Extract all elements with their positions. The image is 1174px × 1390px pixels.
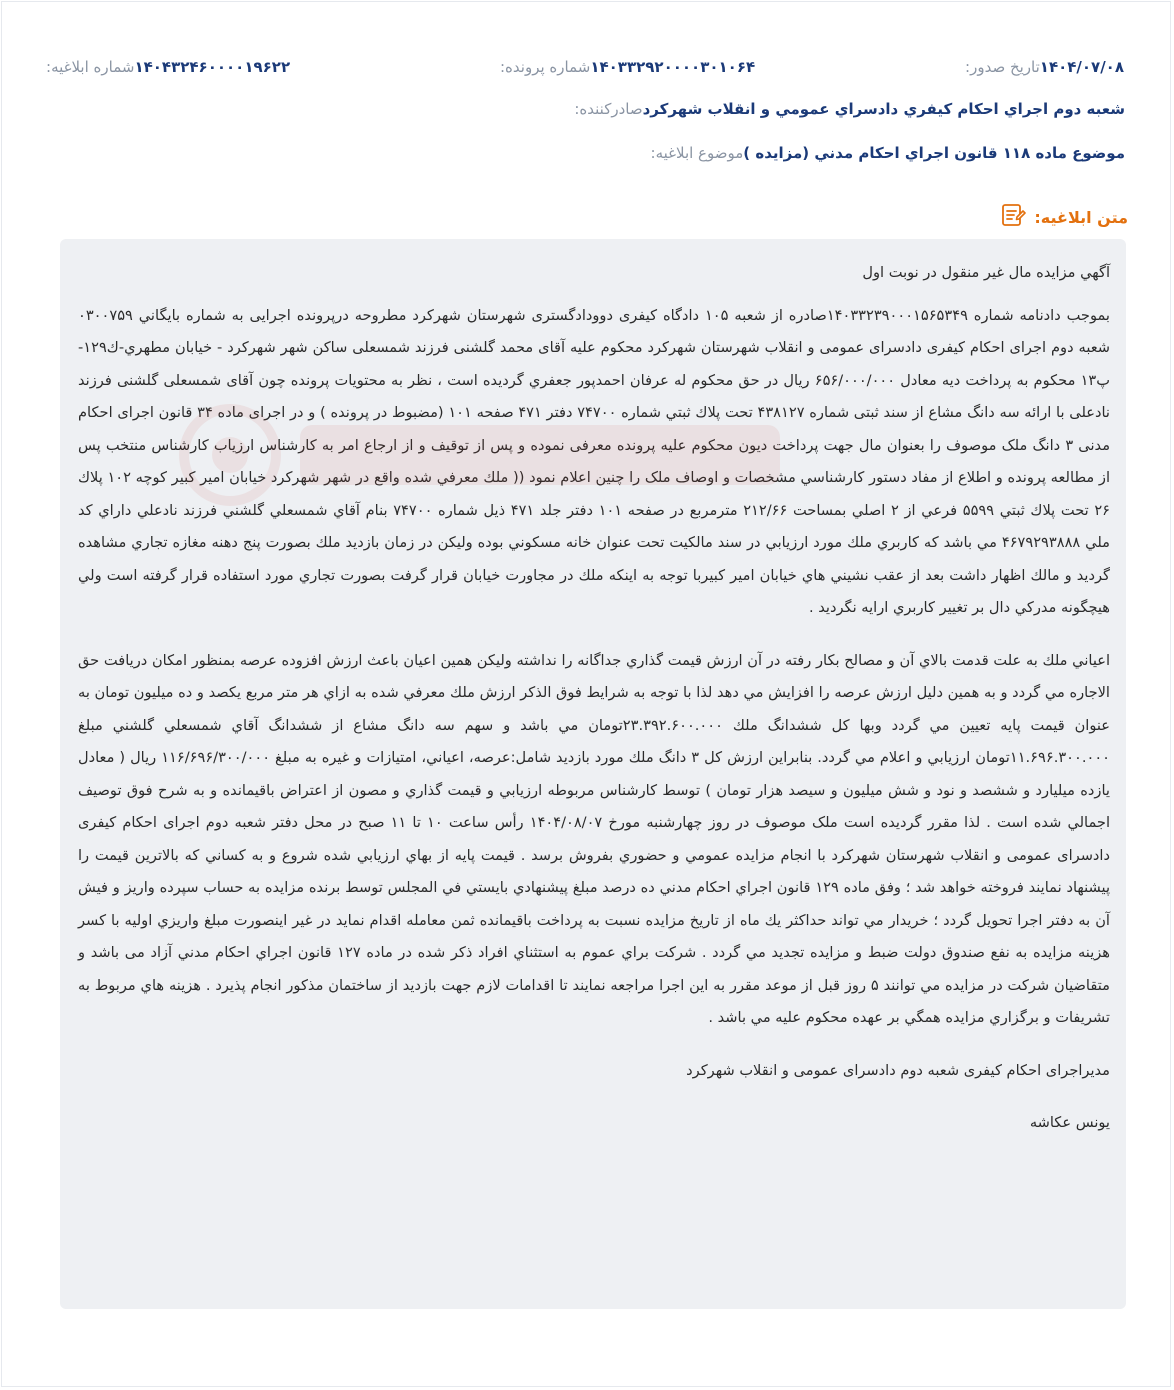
signatory-title: مدیراجرای احکام کیفری شعبه دوم دادسرای عمومی و انقلاب شهرکرد <box>686 1061 1110 1079</box>
subject-value: موضوع ماده ۱۱۸ قانون اجراي احكام مدني (مزايده ) <box>743 144 1125 162</box>
notice-heading: آگهي مزايده مال غير منقول در نوبت اول <box>862 264 1110 281</box>
notice-section-label: متن ابلاغیه: <box>1034 207 1128 227</box>
notice-section-title <box>1000 202 1128 232</box>
issuer-row <box>574 100 1128 118</box>
issue-date-label: تاریخ صدور: <box>965 58 1040 76</box>
case-number-label: شماره پرونده: <box>500 58 591 76</box>
subject-label: موضوع ابلاغیه: <box>650 144 744 162</box>
case-number <box>500 58 759 76</box>
signatory-name: یونس عکاشه <box>1029 1114 1110 1131</box>
header-meta-row <box>46 58 1128 76</box>
notice-paragraph-1: بموجب دادنامه شماره ۱۴۰۳۳۲۳۹۰۰۰۱۵۶۵۳۴۹صادره از شعبه ۱۰۵ دادگاه کیفری دوودادگستری شهرستان شهرکرد مطروحه درپرونده اجرایی به شماره بايگاني ۰۳۰۰۷۵۹ شعبه دوم اجرای احکام کیفری دادسرای عمومی و انقلاب شهرستان شهرکرد محکوم علیه آقای محمد گلشنی فرزند شمسعلی ساکن شهر شهرکرد - خیابان مطهري-ك۱۲۹-پ۱۳ محکوم به پرداخت دیه معادل ۶۵۶/۰۰۰/۰۰۰ ریال در حق محکوم له عرفان احمدپور جعفري گرديده است ، نظر به محتويات پرونده چون آقای شمسعلی گلشنی فرزند نادعلی با ارائه سه دانگ مشاع از سند ثبتی شماره ۴۳۸۱۲۷ تحت پلاك ثبتي شماره ۷۴۷۰۰ دفتر ۴۷۱ صفحه ۱۰۱ (مضبوط در پرونده ) و در اجرای ماده ۳۴ قانون اجرای احکام مدنی ۳ دانگ ملک موصوف را بعنوان مال جهت پرداخت ديون محکوم علیه پرونده معرفی نموده و پس از توقيف و از ارجاع امر به کارشناس ارزياب کارشناس منتخب پس از مطالعه پرونده و اطلاع از مفاد دستور كارشناسي مشخصات و اوصاف ملک را چنین اعلام نمود (( ملك معرفي شده واقع در شهر شهركرد خيابان امير كبير كوچه ۱۰۲ پلاك ۲۶ تحت پلاك ثبتي ۵۵۹۹ فرعي از ۲ اصلي بمساحت ۲۱۲/۶۶ مترمربع در صفحه ۱۰۱ دفتر جلد ۴۷۱ ذيل شماره ۷۴۷۰۰ بنام آقاي شمسعلي گلشني فرزند نادعلي داراي كد ملي ۴۶۷۹۲۹۳۸۸۸ مي باشد كه كاربري ملك مورد ارزيابي در سند مالكيت تحت عنوان خانه مسكوني بوده وليكن در زمان بازديد ملك بصورت پنج دهنه مغازه تجاري مشاهده گرديد و مالك اظهار داشت بعد از عقب نشيني هاي خيابان امير كبيربا توجه به اينكه ملك در مجاورت خيابان قرار گرفت بصورت تجاري مورد استفاده قرار گرفته است ولي هيچگونه مدركي دال بر تغيير كاربري ارايه نگرديد . <box>78 306 1111 616</box>
subject-row <box>651 144 1128 162</box>
notice-text-box <box>60 239 1126 1309</box>
notice-paragraph-2: اعياني ملك به علت قدمت بالاي آن و مصالح بكار رفته در آن ارزش قيمت گذاري جداگانه را نداشته وليكن همين اعيان باعث ارزش افزوده عرصه بمنظور امكان دريافت حق الاجاره مي گردد و به همين دليل ارزش عرصه را افزايش مي دهد لذا با توجه به شرايط فوق الذكر ارزش ملك معرفي شده به ازاي هر متر مربع يكصد و ده ميليون تومان به عنوان قيمت پايه تعيين مي گردد وبها كل ششدانگ ملك ۲۳.۳۹۲.۶۰۰.۰۰۰تومان مي باشد و سهم سه دانگ مشاع از ششدانگ آقاي شمسعلي گلشني مبلغ ۱۱.۶۹۶.۳۰۰.۰۰۰تومان ارزيابي و اعلام مي گردد. بنابراين ارزش كل ۳ دانگ ملك مورد بازديد شامل:عرصه، اعياني، امتيازات و غيره به مبلغ ۱۱۶/۶۹۶/۳۰۰/۰۰۰ ريال ( معادل يازده ميليارد و ششصد و نود و شش ميليون و سيصد هزار تومان ) توسط كارشناس مربوطه ارزيابي و قيمت گذاري و مصون از اعتراض باقيمانده و به شرح فوق توصيف اجمالي شده است . لذا مقرر گرديده است ملک موصوف در روز چهارشنبه مورخ ۱۴۰۴/۰۸/۰۷ رأس ساعت ۱۰ تا ۱۱ صبح در محل دفتر شعبه دوم اجرای احکام کیفری دادسرای عمومی و انقلاب شهرستان شهرکرد با انجام مزايده عمومي و حضوري بفروش برسد . قيمت پايه از بهاي ارزيابي شده شروع و به كساني كه بالاترين قيمت را پيشنهاد نمايند فروخته خواهد شد ؛ وفق ماده ۱۲۹ قانون اجراي احكام مدني ده درصد مبلغ پيشنهادي بايستي في المجلس توسط برنده مزايده به حساب سپرده واريز و فيش آن به دفتر اجرا تحويل گردد ؛ خريدار مي تواند حداكثر يك ماه از تاريخ مزايده نسبت به پرداخت باقيمانده ثمن معامله اقدام نمايد در غير اينصورت مبلغ واريزي اوليه با كسر هزينه مزايده به نفع صندوق دولت ضبط و مزايده تجديد مي گردد . شركت براي عموم به استثناي افراد ذكر شده در ماده ۱۲۷ قانون اجراي احكام مدني آزاد می باشد و متقاضيان شركت در مزايده مي توانند ۵ روز قبل از موعد مقرر به اين اجرا مراجعه نمايند تا اقدامات لازم جهت بازديد از ساختمان مذكور انجام پذيرد . هزينه هاي مربوط به تشريفات و برگزاري مزايده همگي بر عهده محكوم عليه مي باشد . <box>78 651 1111 1026</box>
document-icon <box>1000 202 1026 232</box>
issue-date-value: ۱۴۰۴/۰۷/۰۸ <box>1039 58 1124 76</box>
notification-number <box>46 58 294 76</box>
issuer-label: صادرکننده: <box>574 100 643 118</box>
issuer-value: شعبه دوم اجراي احكام كيفري دادسراي عمومي و انقلاب شهركرد <box>642 100 1125 118</box>
notification-number-label: شماره ابلاغیه: <box>46 58 135 76</box>
issue-date <box>965 58 1128 76</box>
notification-number-value: ۱۴۰۴۳۲۴۶۰۰۰۰۱۹۶۲۲ <box>134 58 291 76</box>
case-number-value: ۱۴۰۳۳۲۹۲۰۰۰۰۳۰۱۰۶۴ <box>590 58 756 76</box>
